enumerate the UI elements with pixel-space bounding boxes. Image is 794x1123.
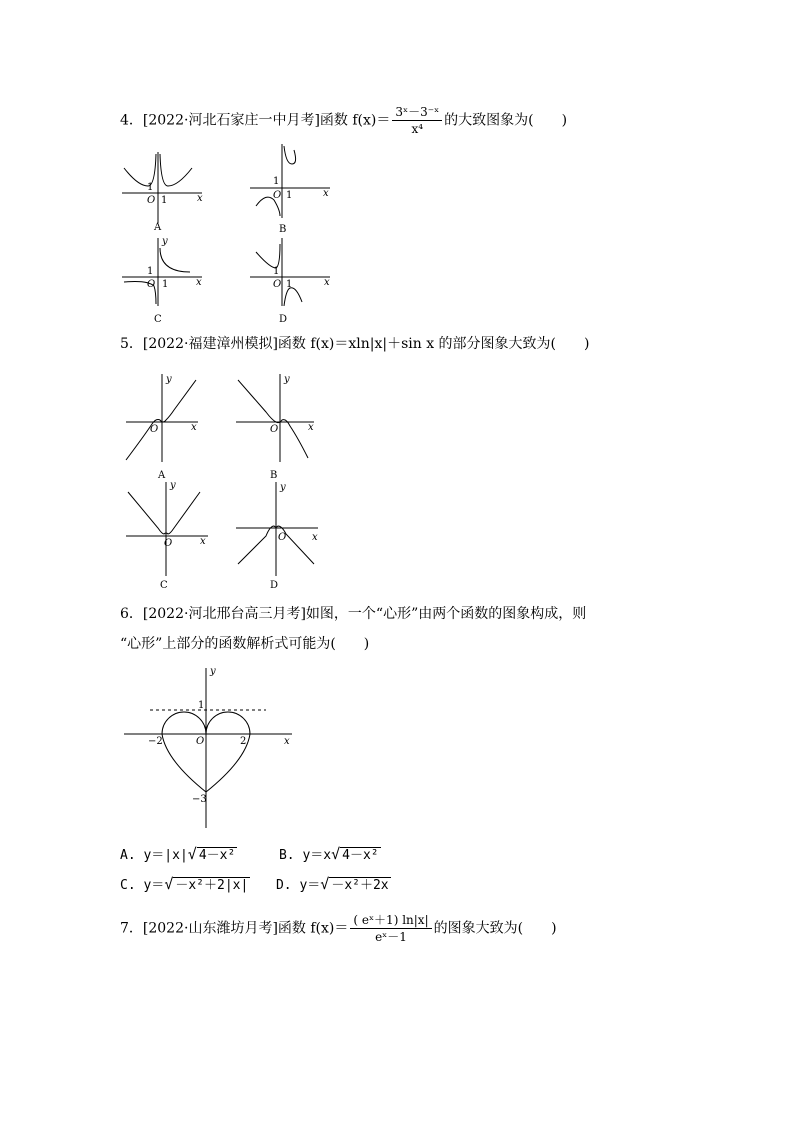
y-label: y xyxy=(170,480,176,491)
q6-line2: “心形”上部分的函数解析式可能为( ) xyxy=(120,636,370,652)
q6-line1: 6．[2022·河北邢台高三月考]如图，一个“心形”由两个函数的图象构成，则 xyxy=(120,606,587,622)
q4-prefix: 4．[2022·河北石家庄一中月考]函数 f(x)＝ xyxy=(120,112,391,129)
q7-stem xyxy=(120,912,557,945)
tick-pos2: 2 xyxy=(240,736,247,747)
q6-option-a-radicand: 4－x² xyxy=(198,848,236,863)
x-label: x xyxy=(197,193,203,204)
q6-options-row1 xyxy=(120,844,381,866)
origin-label: O xyxy=(278,532,287,543)
tick-1-x: 1 xyxy=(286,190,293,201)
q5-stem: 5．[2022·福建漳州模拟]函数 f(x)＝xln|x|＋sin x 的部分图象大致为( ) xyxy=(120,336,590,352)
curve-right xyxy=(160,248,190,272)
q6-option-d-prefix: D. y＝ xyxy=(275,878,321,893)
q5-graph-c xyxy=(122,478,212,590)
tick-neg3: −3 xyxy=(192,794,207,805)
option-label: A xyxy=(158,470,166,481)
q4-graph-c xyxy=(118,232,208,324)
q6-option-a: A. y＝|x|√ 4－x² xyxy=(120,845,236,863)
q6-option-c-radicand: －x²＋2|x| xyxy=(175,878,249,893)
q4-fraction xyxy=(392,104,442,137)
q6-option-d-radicand: －x²＋2x xyxy=(331,878,389,893)
q5-graph-b xyxy=(232,370,322,482)
x-label: x xyxy=(284,736,290,747)
tick-1-y: 1 xyxy=(273,176,280,187)
q6-heart-graph xyxy=(120,664,300,832)
q6-option-c: C. y＝√ －x²＋2|x| xyxy=(120,875,249,893)
y-label: y xyxy=(166,374,172,385)
q4-graph-d xyxy=(246,232,336,324)
q5-graph-a xyxy=(122,370,212,482)
curve-right xyxy=(284,288,302,306)
q4-graph-a xyxy=(118,148,208,238)
curve xyxy=(128,492,200,534)
tick-1-y: 1 xyxy=(273,266,280,277)
q6-option-d: D. y＝√ －x²＋2x xyxy=(275,875,389,893)
q6-option-b-radicand: 4－x² xyxy=(342,848,379,863)
tick-1-y: 1 xyxy=(147,182,154,193)
tick-1-y: 1 xyxy=(147,266,154,277)
q4-denominator: x⁴ xyxy=(411,122,424,136)
x-label: x xyxy=(324,277,330,288)
origin-label: O xyxy=(273,279,282,290)
q7-denominator: eˣ－1 xyxy=(375,930,407,944)
origin-label: O xyxy=(196,736,205,747)
tick-1-x: 1 xyxy=(161,195,168,206)
option-label: C xyxy=(160,580,168,591)
tick-1-x: 1 xyxy=(162,279,169,290)
y-label: y xyxy=(162,236,168,247)
option-label: D xyxy=(279,314,288,325)
curve-right xyxy=(284,146,296,164)
y-label: y xyxy=(280,482,286,493)
q6-option-c-prefix: C. y＝ xyxy=(120,878,165,893)
q7-prefix: 7．[2022·山东潍坊月考]函数 f(x)＝ xyxy=(120,920,349,937)
q7-fraction xyxy=(350,912,431,945)
option-label: B xyxy=(279,224,287,235)
q4-numerator: 3ˣ－3⁻ˣ xyxy=(392,104,442,121)
origin-label: O xyxy=(147,195,156,206)
q6-options-row2 xyxy=(120,874,391,896)
x-label: x xyxy=(308,422,314,433)
curve-left xyxy=(256,244,280,268)
q7-suffix: 的图象大致为( ) xyxy=(433,920,557,937)
origin-label: O xyxy=(147,279,156,290)
q4-graph-b xyxy=(246,140,336,238)
x-label: x xyxy=(196,277,202,288)
x-label: x xyxy=(191,422,197,433)
q6-option-b-prefix: B. y＝x xyxy=(278,848,332,863)
curve-right xyxy=(160,154,192,186)
tick-1-x: 1 xyxy=(286,279,293,290)
q5-graph-d xyxy=(232,478,324,590)
q6-option-a-prefix: A. y＝|x| xyxy=(120,848,188,863)
q4-stem xyxy=(120,104,567,137)
x-label: x xyxy=(200,536,206,547)
origin-label: O xyxy=(273,190,282,201)
origin-label: O xyxy=(164,538,173,549)
y-label: y xyxy=(284,374,290,385)
tick-1: 1 xyxy=(198,700,205,711)
curve xyxy=(126,380,196,460)
option-label: A xyxy=(154,222,162,233)
q4-suffix: 的大致图象为( ) xyxy=(444,112,568,129)
x-label: x xyxy=(323,188,329,199)
origin-label: O xyxy=(270,424,279,435)
tick-neg2: −2 xyxy=(148,736,163,747)
curve xyxy=(238,380,308,458)
q7-numerator: ( eˣ＋1) ln|x| xyxy=(350,912,431,929)
y-label: y xyxy=(210,666,216,677)
x-label: x xyxy=(312,532,318,543)
origin-label: O xyxy=(150,424,159,435)
option-label: C xyxy=(154,314,162,325)
option-label: D xyxy=(270,580,279,591)
q6-option-b: B. y＝x√ 4－x² xyxy=(278,845,379,863)
option-label: B xyxy=(270,470,278,481)
